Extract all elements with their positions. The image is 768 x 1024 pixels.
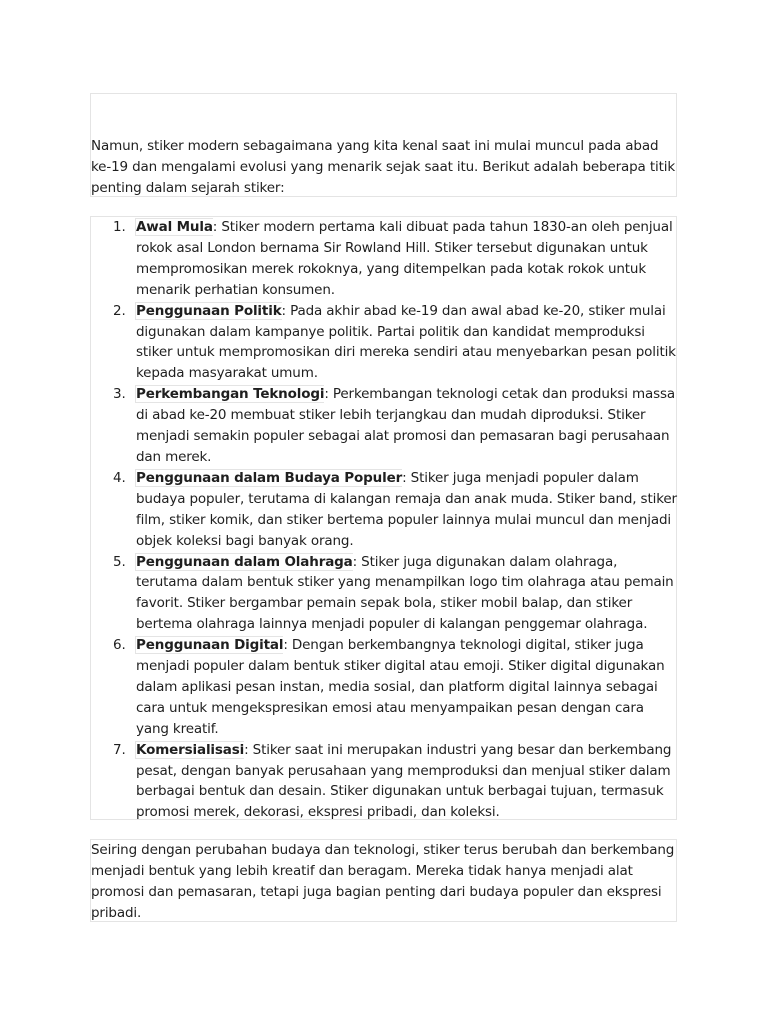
list-item <box>91 384 678 468</box>
list-item-text: : Stiker juga menjadi populer dalam budaya populer, terutama di kalangan remaja dan anak muda. Stiker band, stiker film, stiker komik, dan stiker bertema populer lainnya mulai muncul dan menjadi objek koleksi bagi banyak orang. <box>136 469 677 549</box>
intro-paragraph: Namun, stiker modern sebagaimana yang kita kenal saat ini mulai muncul pada abad ke-19 dan mengalami evolusi yang menarik sejak saat itu. Berikut adalah beberapa titik penting dalam sejarah stiker: <box>91 138 675 196</box>
list-item-number: 7. <box>113 741 126 758</box>
list-item-term: Penggunaan dalam Olahraga <box>136 553 353 570</box>
history-list <box>91 217 676 823</box>
list-item <box>91 468 678 552</box>
list-item <box>91 635 678 740</box>
list-item-term: Komersialisasi <box>136 741 245 758</box>
list-item <box>91 552 678 636</box>
list-item-text: : Perkembangan teknologi cetak dan produksi massa di abad ke-20 membuat stiker lebih terjangkau dan mudah diproduksi. Stiker menjadi semakin populer sebagai alat promosi dan pemasaran bagi perusahaan dan merek. <box>136 386 676 465</box>
list-item-text: : Stiker saat ini merupakan industri yang besar dan berkembang pesat, dengan banyak perusahaan yang memproduksi dan menjual stiker dalam berbagai bentuk dan desain. Stiker digunakan untuk berbagai tujuan, termasuk promosi merek, dekorasi, ekspresi pribadi, dan koleksi. <box>136 741 672 821</box>
list-item-text: : Pada akhir abad ke-19 dan awal abad ke-20, stiker mulai digunakan dalam kampanye politik. Partai politik dan kandidat memproduksi stiker untuk mempromosikan diri mereka sendiri atau menyebarkan pesan politik kepada masyarakat umum. <box>136 302 676 382</box>
list-item-number: 4. <box>113 469 126 486</box>
outro-paragraph: Seiring dengan perubahan budaya dan teknologi, stiker terus berubah dan berkembang menjadi bentuk yang lebih kreatif dan beragam. Mereka tidak hanya menjadi alat promosi dan pemasaran, tetapi juga bagian penting dari budaya populer dan ekspresi pribadi. <box>91 842 675 921</box>
list-item <box>91 217 678 301</box>
list-item-number: 3. <box>113 386 126 403</box>
list-item-number: 5. <box>113 553 126 570</box>
list-item-text: : Stiker modern pertama kali dibuat pada tahun 1830-an oleh penjual rokok asal London bernama Sir Rowland Hill. Stiker tersebut digunakan untuk mempromosikan merek rokoknya, yang ditempelkan pada kotak rokok untuk menarik perhatian konsumen. <box>136 219 673 298</box>
history-list-block <box>90 216 677 820</box>
list-item-term: Penggunaan dalam Budaya Populer <box>136 469 403 486</box>
list-item-term: Perkembangan Teknologi <box>136 386 325 403</box>
list-item-text: : Dengan berkembangnya teknologi digital, stiker juga menjadi populer dalam bentuk stiker digital atau emoji. Stiker digital digunakan dalam aplikasi pesan instan, media sosial, dan platform digital lainnya sebagai cara untuk mengekspresikan emosi atau menyampaikan pesan dengan cara yang kreatif. <box>136 637 665 737</box>
outro-block <box>90 839 677 922</box>
list-item-text: : Stiker juga digunakan dalam olahraga, terutama dalam bentuk stiker yang menampilkan logo tim olahraga atau pemain favorit. Stiker bergambar pemain sepak bola, stiker mobil balap, dan stiker bertema olahraga lainnya menjadi populer di kalangan penggemar olahraga. <box>136 553 674 633</box>
list-item-number: 6. <box>113 637 126 654</box>
list-item <box>91 301 678 385</box>
list-item-term: Penggunaan Digital <box>136 637 284 654</box>
intro-block <box>90 93 677 197</box>
list-item-term: Penggunaan Politik <box>136 302 282 319</box>
list-item-number: 1. <box>113 219 126 235</box>
list-item <box>91 740 678 824</box>
list-item-term: Awal Mula <box>136 219 213 235</box>
list-item-number: 2. <box>113 302 126 319</box>
